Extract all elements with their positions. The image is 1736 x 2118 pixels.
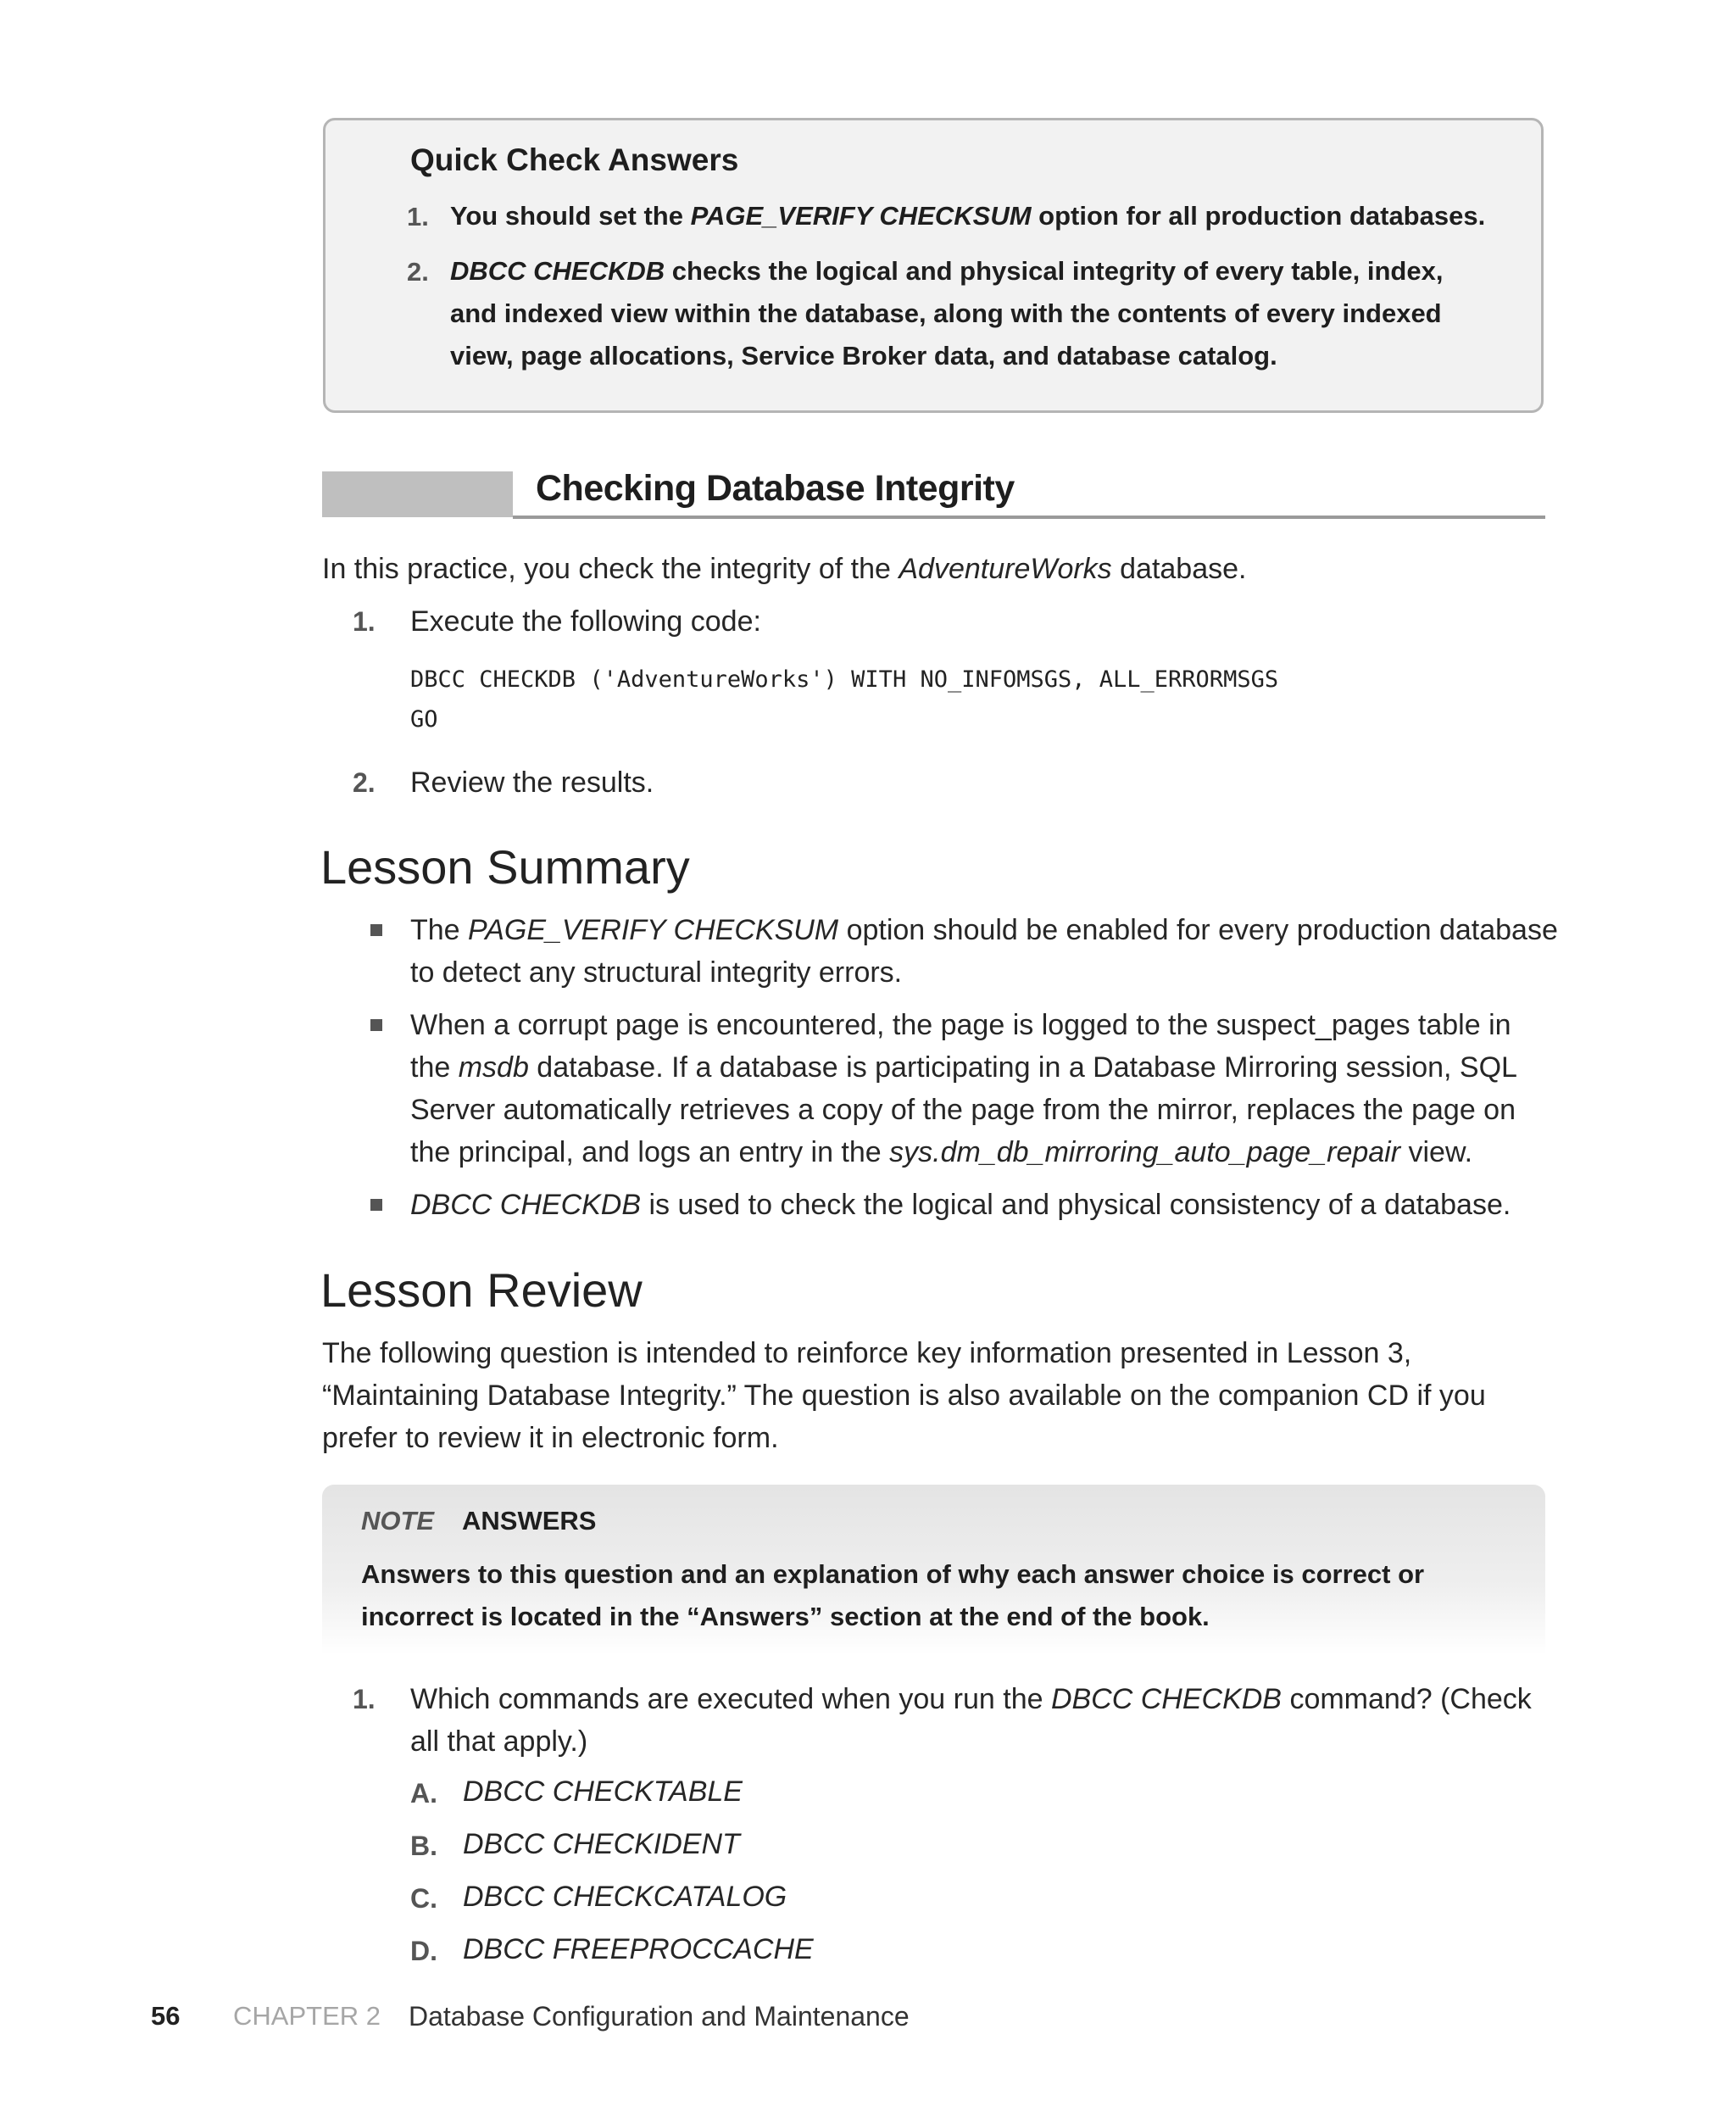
step-number: 2.	[353, 767, 376, 798]
practice-header-rule	[513, 516, 1545, 519]
review-paragraph-line: prefer to review it in electronic form.	[322, 1422, 779, 1454]
option-text: DBCC CHECKTABLE	[463, 1775, 743, 1808]
bullet-icon	[370, 1199, 382, 1211]
question-line: all that apply.)	[410, 1725, 588, 1758]
quick-check-title: Quick Check Answers	[410, 142, 739, 177]
review-paragraph-line: The following question is intended to reinforce key information presented in Lesson 3,	[322, 1337, 1412, 1369]
note-text-line: Answers to this question and an explanation of why each answer choice is correct or	[361, 1559, 1425, 1589]
bullet-icon	[370, 924, 382, 936]
summary-line: The PAGE_VERIFY CHECKSUM option should be enabled for every production database	[410, 914, 1558, 946]
question-number: 1.	[353, 1684, 376, 1714]
option-letter: D.	[410, 1936, 437, 1966]
note-text-line: incorrect is located in the “Answers” section at the end of the book.	[361, 1602, 1210, 1631]
chapter-label: CHAPTER 2	[233, 2001, 381, 2031]
page-number: 56	[151, 2001, 181, 2031]
quick-check-number: 1.	[407, 202, 429, 231]
option-text: DBCC CHECKIDENT	[463, 1828, 740, 1860]
option-letter: C.	[410, 1883, 437, 1914]
lesson-review-heading: Lesson Review	[320, 1263, 643, 1317]
summary-line: When a corrupt page is encountered, the page is logged to the suspect_pages table in	[410, 1009, 1511, 1041]
summary-line: the principal, and logs an entry in the sys.dm_db_mirroring_auto_page_repair view.	[410, 1136, 1473, 1168]
quick-check-number: 2.	[407, 257, 429, 287]
lesson-summary-heading: Lesson Summary	[320, 840, 690, 894]
review-paragraph-line: “Maintaining Database Integrity.” The question is also available on the companion CD if you	[322, 1379, 1486, 1412]
summary-line: the msdb database. If a database is participating in a Database Mirroring session, SQL	[410, 1051, 1517, 1084]
quick-check-line: and indexed view within the database, along with the contents of every indexed	[450, 298, 1442, 328]
option-text: DBCC FREEPROCCACHE	[463, 1933, 814, 1965]
step-text: Review the results.	[410, 766, 654, 799]
chapter-title: Database Configuration and Maintenance	[409, 2001, 910, 2032]
practice-title: Checking Database Integrity	[536, 468, 1015, 509]
summary-line: to detect any structural integrity errors.	[410, 956, 903, 989]
option-text: DBCC CHECKCATALOG	[463, 1881, 787, 1913]
quick-check-line: You should set the PAGE_VERIFY CHECKSUM option for all production databases.	[450, 201, 1486, 231]
code-line: GO	[410, 706, 438, 733]
summary-line: DBCC CHECKDB is used to check the logical and physical consistency of a database.	[410, 1189, 1511, 1221]
step-text: Execute the following code:	[410, 605, 761, 638]
note-label: NOTE	[361, 1506, 435, 1536]
note-heading: ANSWERS	[462, 1506, 597, 1536]
code-line: DBCC CHECKDB ('AdventureWorks') WITH NO_INFOMSGS, ALL_ERRORMSGS	[410, 666, 1279, 693]
quick-check-line: view, page allocations, Service Broker data, and database catalog.	[450, 341, 1277, 371]
quick-check-line: DBCC CHECKDB checks the logical and physical integrity of every table, index,	[450, 256, 1444, 286]
summary-line: Server automatically retrieves a copy of the page from the mirror, replaces the page on	[410, 1094, 1516, 1126]
option-letter: A.	[410, 1778, 437, 1809]
practice-intro: In this practice, you check the integrity of the AdventureWorks database.	[322, 553, 1247, 585]
practice-header-bar	[322, 471, 513, 517]
step-number: 1.	[353, 606, 376, 637]
option-letter: B.	[410, 1831, 437, 1861]
bullet-icon	[370, 1019, 382, 1031]
question-line: Which commands are executed when you run the DBCC CHECKDB command? (Check	[410, 1683, 1532, 1715]
